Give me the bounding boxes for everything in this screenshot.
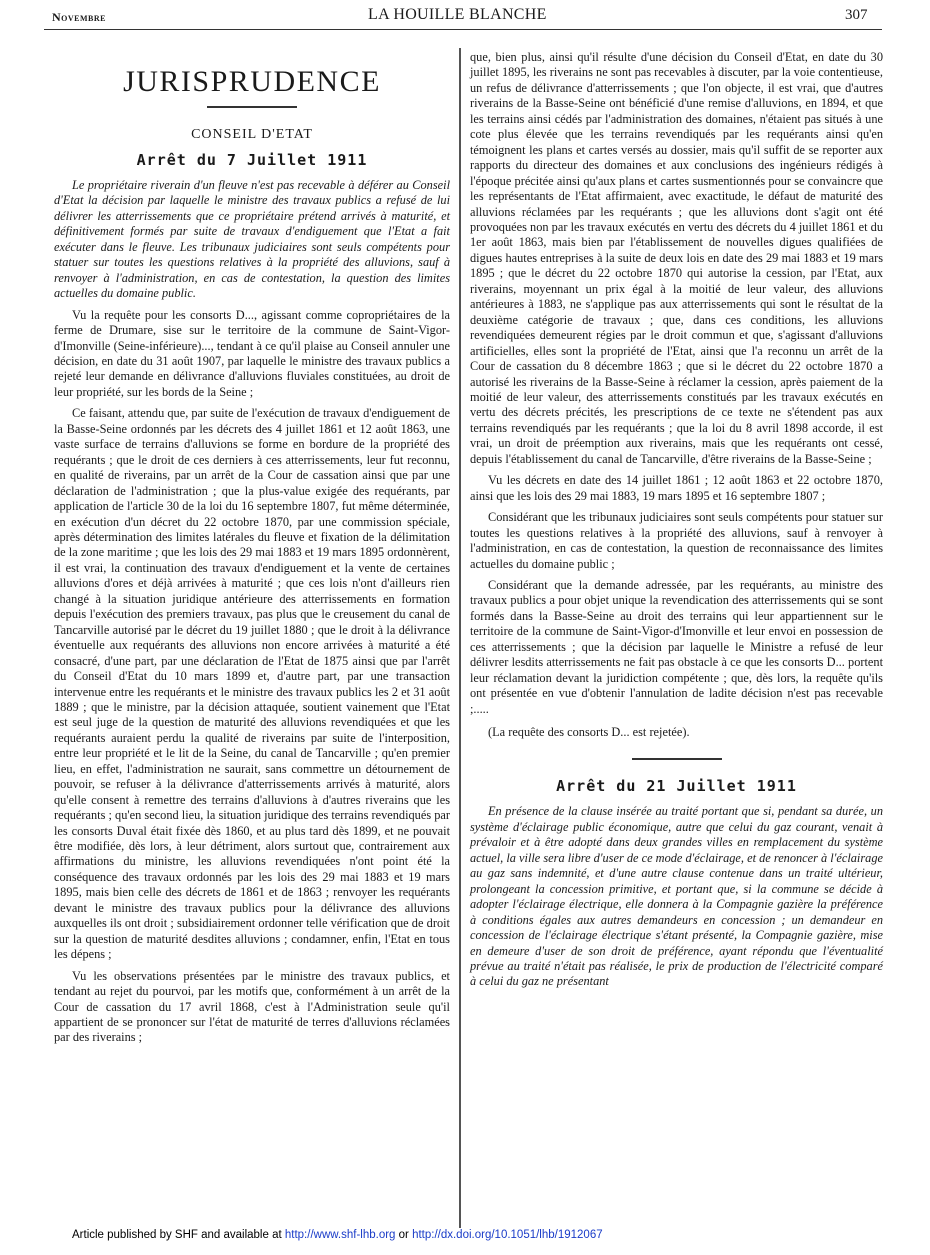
- footer-middle: or: [395, 1229, 413, 1241]
- section-rule: [632, 758, 722, 760]
- header-journal-title: LA HOUILLE BLANCHE: [368, 6, 547, 23]
- footer-link-shf[interactable]: http://www.shf-lhb.org: [284, 1229, 396, 1241]
- left-column: [54, 54, 450, 1052]
- arret2-summary: En présence de la clause insérée au traité portant que si, pendant sa durée, un système d'éclairage public économique, autre que celui du gaz courant, venait à prévaloir et à être adopté dans deux grandes villes en remplacement du système actuel, la ville sera libre d'user de ce mode d'éclairage, et de renoncer à l'éclairage au gaz sans indemnité, et d'une autre clause contenue dans un traité ultérieur, prolongeant la concession primitive, et portant que, si la commune se décide à adopter l'éclairage électrique, elle donnera à la Compagnie gazière la préférence à conditions égales aux autres demandeurs en concession ; un demandeur en concession de l'éclairage électrique s'étant présenté, la Compagnie gazière, mise en demeure d'user de son droit de préférence, ayant répondu que l'éventualité prévue au traité n'était pas réalisée, le prix de production de l'électricité comparé à celui du gaz ne présentant: [470, 804, 883, 989]
- right-column: [470, 50, 883, 996]
- header-page-number: 307: [845, 7, 868, 23]
- footer-citation: [72, 1229, 603, 1241]
- arret1-paragraph-2: Ce faisant, attendu que, par suite de l'exécution de travaux d'endiguement de la Basse-Seine ordonnés par les décrets des 4 juillet 1861 et 12 août 1863, une vaste surface de terrains d'alluvions se forme en bordure de la propriété des requérants ; que le droit de ces derniers à ces atterrissements, leur fut reconnu, en qualité de riverains, par un arrêt de la Cour de cassation ainsi que par une déclaration de l'administration ; que la plus-value exigée des requérants, par application de l'article 30 de la loi du 16 septembre 1807, fut même déterminée, en exécution d'un décret du 22 octobre 1870, par une commission spéciale, après détermination des limites latérales du fleuve et fixation de la délimitation de la zone maritime ; que les lois des 29 mai 1883 et 19 mars 1895 ordonnèrent, il est vrai, la continuation des travaux d'endiguement et la vente de certaines alluvions d'ores et déjà arrivées à maturité ; que ces lois n'ont d'ailleurs rien changé à la situation juridique antérieure des atterrissements en formation depuis l'exécution des premiers travaux, pas plus que le creusement du canal de Tancarville autorisé par le décret du 19 juillet 1880 ; que le droit à la délivrance éventuelle aux requérants des alluvions non encore arrivées à maturité a été consacré, d'une part, par une déclaration de l'Etat de 1875 ainsi que par l'arrêt du Conseil d'Etat du 10 mars 1899 et, d'autre part, par une transaction intervenue entre les requérants et le ministre des travaux publics les 2 et 31 août 1889 ; que le ministre, par la décision attaquée, soutient vainement que l'Etat est seul juge de la question de maturité des alluvions revendiquées et que les requérants auraient perdu la qualité de riverains par suite de l'interposition, entre leur propriété et le lit de la Seine, du canal de Tancarville ; qu'en premier lieu, en effet, l'administration ne saurait, sans commettre un détournement de pouvoir, se refuser à la délivrance d'atterrissements arrivés à maturité, alors qu'elle consent à remettre des terrains d'alluvions à d'autres riverains que les requérants ; qu'en second lieu, la situation juridique des terrains revendiqués par les consorts Duval était fixée dès 1860, et au plus tard dès 1899, et ne pouvait être modifiée, dès lors, à leur détriment, alors surtout que, contrairement aux affirmations du ministre, les alluvions revendiquées n'ont point été la conséquence des travaux ordonnés par les lois des 29 mai 1883 et 19 mars 1895, mais bien celle des décrets de 1861 et de 1863 ; renvoyer les requérants devant le ministre des travaux publics pour la délivrance des alluvions auxquelles ils ont droit ; subsidiairement ordonner telle vérification que de droit sur la question de maturité desdites alluvions ; condamner, enfin, l'Etat en tous les dépens ;: [54, 406, 450, 962]
- arret1-paragraph-1: Vu la requête pour les consorts D..., agissant comme copropriétaires de la ferme de Drumare, sise sur le territoire de la commune de Saint-Vigor-d'Imonville (Seine-inférieure)..., tendant à ce qu'il plaise au Conseil annuler une décision, en date du 31 août 1907, par laquelle le ministre des travaux publics a rejeté leur demande en délivrance d'alluvions fluviales constituées, au droit de leur propriété, sur les bords de la Seine ;: [54, 307, 450, 399]
- arret1-paragraph-4: que, bien plus, ainsi qu'il résulte d'une décision du Conseil d'Etat, en date du 30 juillet 1895, les riverains ne sont pas recevables à discuter, par la voie contentieuse, un refus de délivrance d'atterrissements ; que l'on objecte, il est vrai, que d'autres riverains de la Basse-Seine ont bénéficié d'une remise d'alluvions, en 1894, et que les terrains ainsi cédés par l'administration des domaines, n'étaient pas situés à une cote plus élevée que les terrains revendiqués par les requérants ainsi qu'en témoignent les plans et cartes versés au dossier, mais qu'il suffit de se reporter aux rapports du directeur des domaines et aux conclusions des ingénieurs rédigés à l'époque précitée ainsi qu'aux plans et cartes susmentionnés pour se convaincre que les représentants de l'Etat affirmaient, avec exactitude, le défaut de maturité des alluvions réclamées par les requérants ; que les alluvions dont s'agit ont été provoquées non par les travaux exécutés en vertu des décrets du 4 juillet 1861 et du 1er août 1863, mais bien par l'établissement de nouvelles digues qualifiées de digues hautes entreprises à la suite de deux lois en date des 29 mai 1883 et 19 mars 1895 ; que le décret du 22 octobre 1870 qui autorise la cession, par l'Etat, aux riverains, moyennant un prix égal à la moitié de leur valeur, des alluvions antérieures à 1883, ne s'applique pas aux atterrissements qui sont le résultat de la deuxième catégorie de travaux ; que, dans ces conditions, les alluvions revendiquées demeurent régies par le droit commun et que, s'agissant d'alluvions artificielles, elles sont la propriété de l'Etat, ainsi que l'a reconnu un arrêt de la Cour de cassation du 8 décembre 1863 ; que si le décret du 22 octobre 1870 a autorisé les riverains de la Basse-Seine à réclamer la cession, après paiement de la moitié de leur valeur, des atterrissements constitués par les travaux exécutés en vertu des décrets précités, les prescriptions de ce texte ne s'étendent pas aux terrains revendiqués par les requérants ; que la loi du 8 avril 1898 accorde, il est vrai, un droit de préemption aux riverains, mais que les requérants ont cessé, depuis l'établissement du canal de Tancarville, d'être riverains de la Basse-Seine ;: [470, 50, 883, 466]
- arret1-summary: Le propriétaire riverain d'un fleuve n'est pas recevable à déférer au Conseil d'Etat la décision par laquelle le ministre des travaux publics a refusé de lui délivrer les atterrissements que ce propriétaire prétend arrivés à maturité, et définitivement formés par suite de travaux d'endiguement que l'Etat a fait exécuter dans le fleuve. Les tribunaux judiciaires sont seuls compétents pour statuer sur toutes les questions relatives à la propriété des alluvions, sauf à renvoyer à l'administration, en cas de contestation, la question des limites actuelles du domaine public.: [54, 178, 450, 301]
- arret1-rejection: (La requête des consorts D... est rejetée).: [488, 725, 690, 740]
- section-title: JURISPRUDENCE: [123, 65, 381, 98]
- page-header: [0, 6, 930, 28]
- title-rule: [207, 106, 297, 108]
- header-month: Novembre: [52, 10, 107, 24]
- arret1-paragraph-3: Vu les observations présentées par le ministre des travaux publics, et tendant au rejet du pourvoi, par les motifs que, conformément à un arrêt de la Cour de cassation du 17 avril 1868, c'est à l'Administration seule qu'il appartient de se prononcer sur l'état de maturité de terres d'alluvions réclamées par des riverains ;: [54, 968, 450, 1045]
- footer-link-doi[interactable]: http://dx.doi.org/10.1051/lhb/1912067: [412, 1229, 603, 1241]
- arret1-paragraph-7: Considérant que la demande adressée, par les requérants, au ministre des travaux publics a pour objet unique la revendication des atterrissements qui se sont formés dans la Basse-Seine au droit des terrains qui leur appartiennent sur le territoire de la commune de Saint-Vigor-d'Imonville et leur envoi en possession de ces atterrissements ; que la décision par laquelle le Ministre a refusé de leur délivrer lesdits atterrissements ne fait pas obstacle à ce que les consorts D... portent leur réclamation devant la juridiction compétente ; que, dès lors, la requête qu'ils ont présentée en vue d'obtenir l'annulation de ladite décision n'est pas recevable ;.....: [470, 577, 883, 716]
- arret1-heading: Arrêt du 7 Juillet 1911: [136, 151, 368, 169]
- column-divider: [459, 48, 461, 1228]
- arret2-heading: Arrêt du 21 Juillet 1911: [556, 777, 797, 796]
- arret1-paragraph-5: Vu les décrets en date des 14 juillet 1861 ; 12 août 1863 et 22 octobre 1870, ainsi que les lois des 29 mai 1883, 19 mars 1895 et 16 septembre 1807 ;: [470, 473, 883, 503]
- court-subtitle: CONSEIL D'ETAT: [191, 127, 313, 142]
- header-rule: [44, 29, 882, 30]
- arret1-paragraph-6: Considérant que les tribunaux judiciaires sont seuls compétents pour statuer sur toutes les questions relatives à la propriété des alluvions, sauf à renvoyer à l'administration, en cas de contestation, la question de reconnaissance des limites actuelles du domaine public ;: [470, 510, 883, 571]
- footer-prefix: Article published by SHF and available at: [72, 1229, 285, 1241]
